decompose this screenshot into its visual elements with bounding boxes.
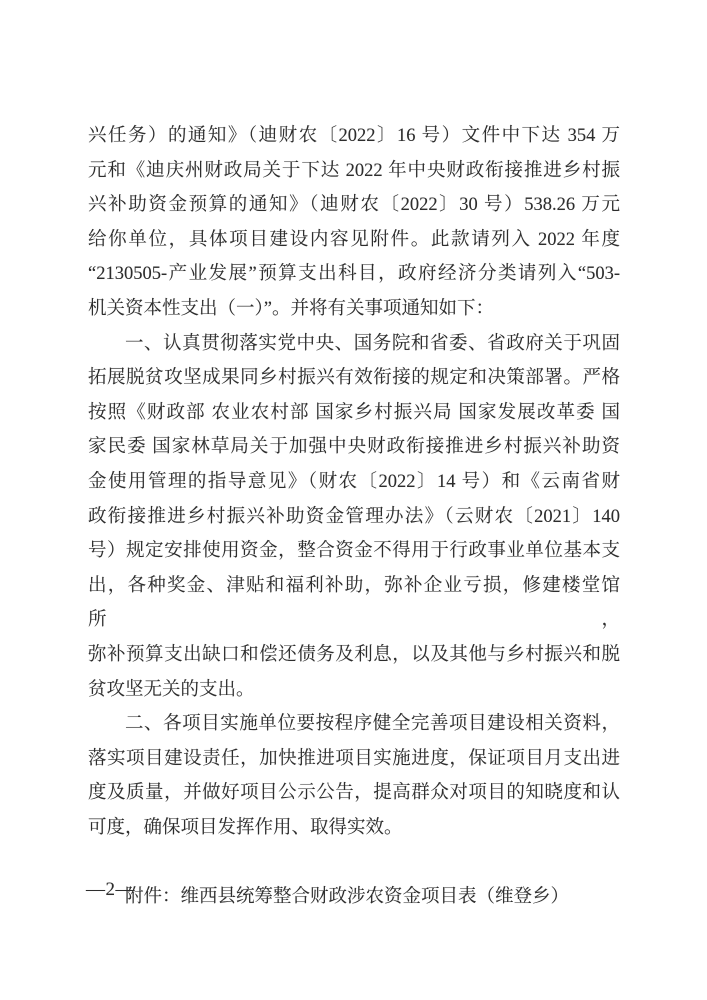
text-line: “2130505-产业发展”预算支出科目，政府经济分类请列入“503-: [88, 264, 620, 285]
document-body: [88, 119, 620, 915]
paragraphs-container: [88, 119, 620, 845]
paragraph-item-two: [88, 707, 620, 845]
text-line: 家民委 国家林草局关于加强中央财政衔接推进乡村振兴补助资: [88, 437, 620, 458]
text-line: 一、认真贯彻落实党中央、国务院和省委、省政府关于巩固: [125, 333, 620, 354]
text-line: 兴补助资金预算的通知》（迪财农〔2022〕30 号）538.26 万元: [88, 195, 620, 216]
text-line: 度及质量，并做好项目公示公告，提高群众对项目的知晓度和认: [88, 783, 620, 804]
text-line: 二、各项目实施单位要按程序健全完善项目建设相关资料，: [125, 714, 620, 735]
page-number: —2—: [86, 879, 135, 900]
attachment-note: 附件：维西县统筹整合财政涉农资金项目表（维登乡）: [125, 887, 570, 908]
text-line: 机关资本性支出（一）”。并将有关事项通知如下：: [88, 298, 494, 319]
text-line: 按照《财政部 农业农村部 国家乡村振兴局 国家发展改革委 国: [88, 402, 620, 423]
text-line: 贫攻坚无关的支出。: [88, 679, 255, 700]
text-line: 金使用管理的指导意见》（财农〔2022〕14 号）和《云南省财: [88, 471, 620, 492]
paragraph-continuation: [88, 119, 620, 327]
text-line: 兴任务）的通知》（迪财农〔2022〕16 号）文件中下达 354 万: [88, 126, 620, 146]
text-line: 元和《迪庆州财政局关于下达 2022 年中央财政衔接推进乡村振: [88, 160, 620, 181]
text-line: 给你单位，具体项目建设内容见附件。此款请列入 2022 年度: [88, 229, 620, 250]
text-line: 弥补预算支出缺口和偿还债务及利息，以及其他与乡村振兴和脱: [88, 644, 620, 665]
text-line: 出，各种奖金、津贴和福利补助，弥补企业亏损，修建楼堂馆所，: [88, 575, 620, 631]
text-line: 落实项目建设责任，加快推进项目实施进度，保证项目月支出进: [88, 748, 620, 769]
text-line: 政衔接推进乡村振兴补助资金管理办法》（云财农〔2021〕140: [88, 506, 620, 527]
text-line: 拓展脱贫攻坚成果同乡村振兴有效衔接的规定和决策部署。严格: [88, 368, 620, 389]
text-line: 号）规定安排使用资金，整合资金不得用于行政事业单位基本支: [88, 541, 620, 562]
paragraph-item-one: [88, 327, 620, 708]
text-line: 可度，确保项目发挥作用、取得实效。: [88, 817, 403, 838]
